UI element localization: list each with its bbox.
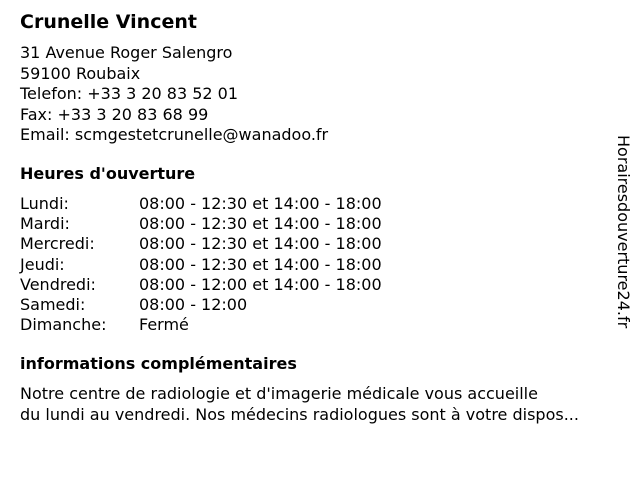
hours-row-thursday — [20, 255, 382, 275]
day-hours: 08:00 - 12:30 et 14:00 - 18:00 — [139, 234, 382, 254]
day-label: Dimanche: — [20, 315, 107, 335]
day-label: Vendredi: — [20, 274, 96, 294]
opening-hours-list — [20, 194, 382, 335]
day-hours: 08:00 - 12:30 et 14:00 - 18:00 — [139, 194, 382, 213]
day-label: Mardi: — [20, 214, 70, 234]
info-line: Notre centre de radiologie et d'imagerie médicale vous accueille — [20, 384, 538, 403]
day-hours: Fermé — [139, 315, 189, 335]
day-hours: 08:00 - 12:00 et 14:00 - 18:00 — [139, 274, 382, 294]
hours-row-sunday — [20, 315, 382, 335]
opening-hours-heading: Heures d'ouverture — [20, 164, 196, 183]
day-label: Lundi: — [20, 194, 69, 213]
site-watermark: Horairesdouverture24.fr — [614, 135, 633, 329]
contact-block — [20, 43, 328, 146]
info-line: du lundi au vendredi. Nos médecins radiologues sont à votre dispos... — [20, 404, 579, 424]
address-street: 31 Avenue Roger Salengro — [20, 43, 233, 62]
address-city: 59100 Roubaix — [20, 63, 141, 83]
phone-number: Telefon: +33 3 20 83 52 01 — [20, 84, 239, 103]
day-hours: 08:00 - 12:00 — [139, 295, 248, 315]
fax-number: Fax: +33 3 20 83 68 99 — [20, 104, 209, 124]
day-hours: 08:00 - 12:30 et 14:00 - 18:00 — [139, 214, 382, 234]
day-label: Jeudi: — [20, 254, 65, 274]
additional-info-text — [20, 384, 632, 425]
hours-row-wednesday — [20, 234, 382, 254]
hours-row-monday — [20, 194, 382, 214]
hours-row-saturday — [20, 295, 382, 315]
email-address: Email: scmgestetcrunelle@wanadoo.fr — [20, 125, 329, 144]
day-label: Mercredi: — [20, 234, 95, 254]
additional-info-heading: informations complémentaires — [20, 354, 297, 373]
day-hours: 08:00 - 12:30 et 14:00 - 18:00 — [139, 254, 382, 274]
day-label: Samedi: — [20, 295, 86, 315]
hours-row-tuesday — [20, 214, 382, 234]
business-name: Crunelle Vincent — [20, 11, 197, 33]
hours-row-friday — [20, 275, 382, 295]
